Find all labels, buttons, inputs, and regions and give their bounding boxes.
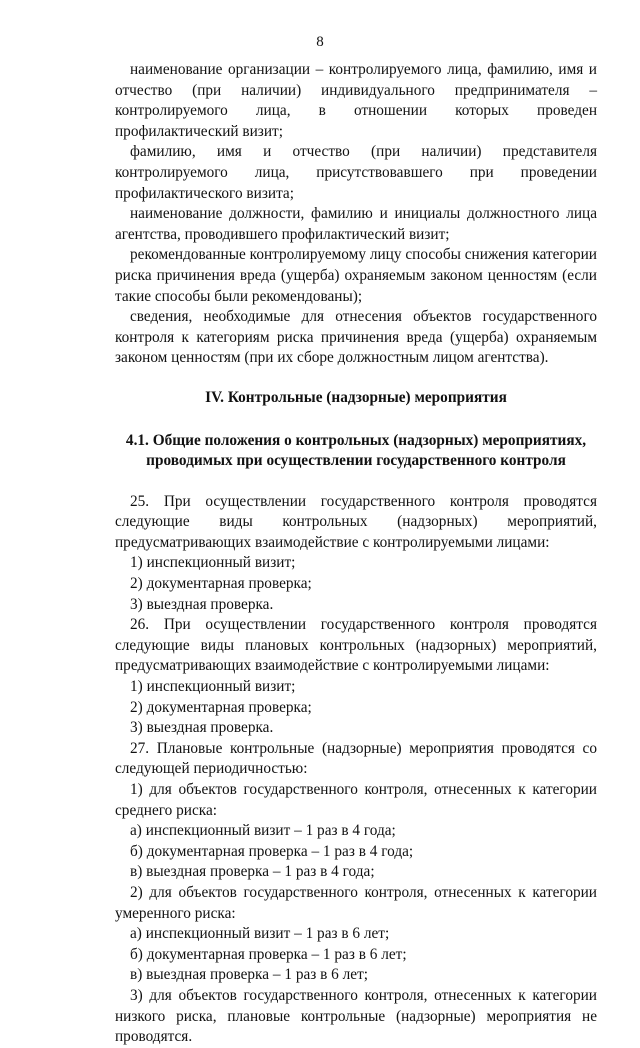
clause-27: 27. Плановые контрольные (надзорные) мероприятия проводятся со следующей периодичностью: bbox=[115, 739, 597, 778]
list-item: 1) инспекционный визит; bbox=[130, 678, 296, 696]
list-item: б) документарная проверка – 1 раз в 6 лет; bbox=[130, 945, 407, 963]
list-item: в) выездная проверка – 1 раз в 4 года; bbox=[130, 863, 375, 881]
clause-25: 25. При осуществлении государственного контроля проводятся следующие виды контрольных (надзорных) мероприятий, предусматривающих взаимодействие с контролируемыми лицами: bbox=[115, 492, 597, 551]
intro-paragraph: фамилию, имя и отчество (при наличии) представителя контролируемого лица, присутствовавшего при проведении профилактического визита; bbox=[115, 143, 597, 202]
list-item: б) документарная проверка – 1 раз в 4 года; bbox=[130, 842, 414, 860]
list-item: а) инспекционный визит – 1 раз в 4 года; bbox=[130, 822, 396, 840]
intro-paragraph: рекомендованные контролируемому лицу способы снижения категории риска причинения вреда (ущерба) охраняемым законом ценностям (если такие способы были рекомендованы); bbox=[115, 246, 597, 305]
intro-paragraph: наименование должности, фамилию и инициалы должностного лица агентства, проводившего профилактический визит; bbox=[115, 205, 597, 243]
list-item: в) выездная проверка – 1 раз в 6 лет; bbox=[130, 966, 368, 984]
intro-paragraph: наименование организации – контролируемого лица, фамилию, имя и отчество (при наличии) индивидуального предпринимателя – контролируемого лица, в отношении которых проведен профилактический визит; bbox=[115, 61, 597, 140]
list-item: 1) инспекционный визит; bbox=[130, 554, 296, 572]
clause-27-group-2: 2) для объектов государственного контроля, отнесенных к категории умеренного риска: bbox=[115, 883, 597, 922]
clause-26: 26. При осуществлении государственного контроля проводятся следующие виды плановых контрольных (надзорных) мероприятий, предусматривающих взаимодействие с контролируемыми лицами: bbox=[115, 616, 597, 675]
clause-27-group-3: 3) для объектов государственного контроля, отнесенных к категории низкого риска, плановые контрольные (надзорные) мероприятия не проводятся. bbox=[115, 986, 597, 1046]
list-item: а) инспекционный визит – 1 раз в 6 лет; bbox=[130, 925, 390, 943]
section-heading: IV. Контрольные (надзорные) мероприятия bbox=[205, 388, 507, 406]
list-item: 2) документарная проверка; bbox=[130, 575, 312, 593]
list-item: 3) выездная проверка. bbox=[130, 719, 274, 737]
document-body bbox=[115, 60, 597, 1048]
page-number: 8 bbox=[316, 34, 324, 50]
subsection-heading: 4.1. Общие положения о контрольных (надзорных) мероприятиях, проводимых при осуществлении государственного контроля bbox=[125, 431, 587, 470]
list-item: 2) документарная проверка; bbox=[130, 698, 312, 716]
intro-paragraph: сведения, необходимые для отнесения объектов государственного контроля к категориям риска причинения вреда (ущерба) охраняемым законом ценностям (при их сборе должностным лицом агентства). bbox=[115, 308, 597, 367]
clause-27-group-1: 1) для объектов государственного контроля, отнесенных к категории среднего риска: bbox=[115, 781, 597, 819]
list-item: 3) выездная проверка. bbox=[130, 595, 274, 613]
